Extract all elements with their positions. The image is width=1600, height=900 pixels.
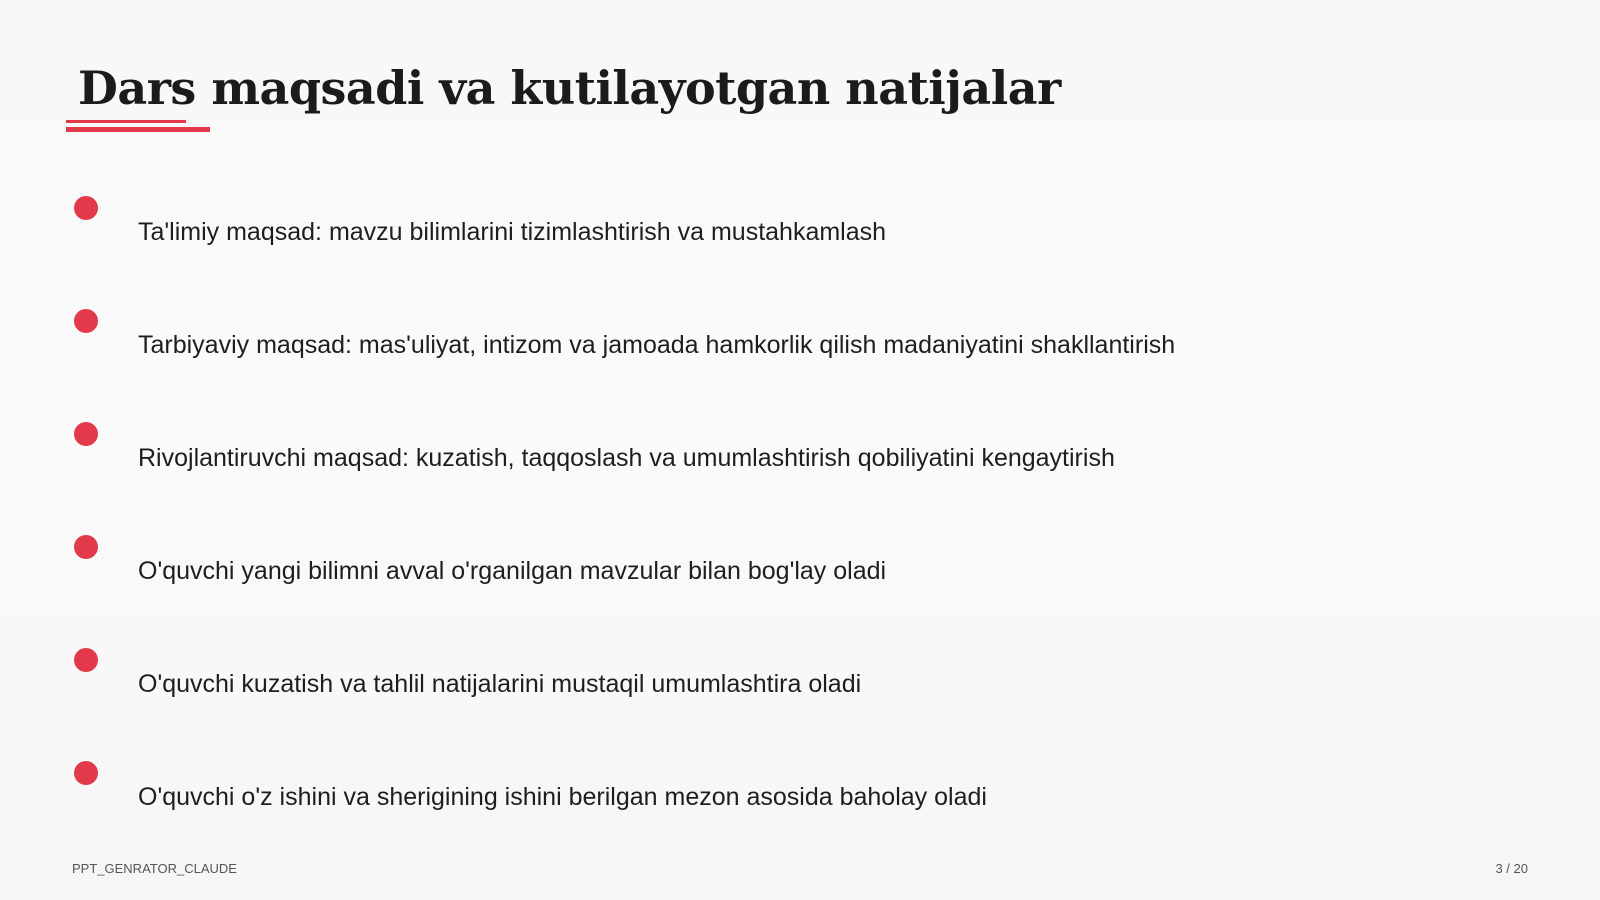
bullet-item bbox=[72, 648, 1512, 748]
bullet-dot-icon bbox=[74, 196, 98, 220]
page-indicator: 3 / 20 bbox=[1495, 861, 1528, 876]
bullet-item bbox=[72, 196, 1512, 296]
bullet-item bbox=[72, 422, 1512, 522]
bullet-dot-icon bbox=[74, 309, 98, 333]
bullet-text: Ta'limiy maqsad: mavzu bilimlarini tizimlashtirish va mustahkamlash bbox=[138, 218, 887, 246]
bullet-item bbox=[72, 761, 1512, 861]
bullet-dot-icon bbox=[74, 535, 98, 559]
bullet-dot-icon bbox=[74, 422, 98, 446]
bullet-item bbox=[72, 309, 1512, 409]
bullet-text: O'quvchi o'z ishini va sherigining ishini berilgan mezon asosida baholay oladi bbox=[138, 783, 987, 811]
bullet-text: Rivojlantiruvchi maqsad: kuzatish, taqqoslash va umumlashtirish qobiliyatini kengaytirish bbox=[138, 444, 1115, 472]
slide-title: Dars maqsadi va kutilayotgan natijalar bbox=[78, 61, 1061, 115]
bullet-dot-icon bbox=[74, 761, 98, 785]
bullet-item bbox=[72, 535, 1512, 635]
bullet-text: O'quvchi yangi bilimni avval o'rganilgan mavzular bilan bog'lay oladi bbox=[138, 557, 887, 585]
bullet-text: Tarbiyaviy maqsad: mas'uliyat, intizom va jamoada hamkorlik qilish madaniyatini shakllantirish bbox=[138, 331, 1176, 359]
bullet-dot-icon bbox=[74, 648, 98, 672]
bullet-text: O'quvchi kuzatish va tahlil natijalarini mustaqil umumlashtira oladi bbox=[138, 670, 862, 698]
footer-generator-label: PPT_GENRATOR_CLAUDE bbox=[72, 861, 237, 876]
